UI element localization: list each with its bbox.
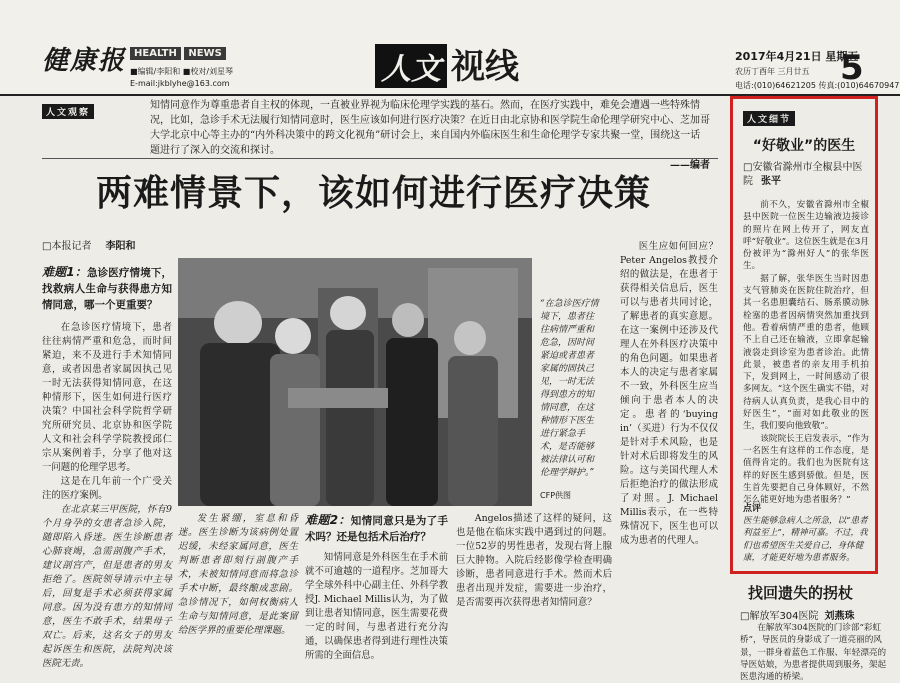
section-logo-part1: 人文 [375, 44, 447, 88]
masthead [0, 0, 900, 96]
paragraph: 这是在几年前一个广受关注的医疗案例。 [42, 476, 172, 501]
date-block [735, 48, 899, 91]
byline [42, 237, 135, 252]
photo-credit: CFP供图 [540, 491, 572, 500]
byline-label: □本报记者 [42, 241, 92, 252]
editors-line: ■编辑/李阳和 ■校对/刘星琴 [130, 67, 234, 76]
comment-text: 医生能够急病人之所急，以“患者利益至上”，精神可嘉。不过，我们也希望医生关爱自己，身体健康，才能更好地为患者服务。 [743, 516, 868, 563]
paragraph: 据了解，张华医生当时因患支气管肺炎在医院住院治疗，但其一名患胆囊结石、肠系膜动脉栓塞的患者因病情突然加重找到他。看着病情严重的患者，他顾不上自己还在输液，立即拿起输液袋走到诊室为患者诊治。此情此景，被患者的亲友用手机拍下，发到网上，一时间感动了很多网友。“这个医生确实不错，对待病人认真负责，是我心目中的好医生”，“面对如此敬业的医生，我们要向他致敬”。 [743, 273, 869, 432]
intro-tag-wrap [42, 100, 94, 119]
issue-date: 2017年4月21日 星期五 [735, 50, 859, 63]
photo-caption: “在急诊医疗情境下，患者往往病情严重和危急，因时间紧迫或者患者家属的固执己见，一时无法得到患方的知情同意，在这种情形下医生进行紧急手术，是否能够被法律认可和伦理学辩护。” [540, 299, 599, 478]
contact-line: 电话:(010)64621205 传真:(010)64670947 [735, 81, 900, 90]
paragraph: 在解放军304医院的门诊部“彩虹桥”，导医员的身影成了一道亮丽的风景，一群身着蓝色工作服、年轻漂亮的导医姑娘，为患者提供周到服务，架起医患沟通的桥梁。 [740, 623, 887, 683]
lost-article-body [740, 622, 888, 683]
article-headline: 两难情景下，该如何进行医疗决策 [96, 173, 652, 214]
lost-article-author [740, 607, 855, 622]
lost-article-author-name: 刘燕珠 [824, 611, 855, 622]
intro-paragraph [150, 98, 710, 173]
article-column-5 [620, 240, 718, 678]
section-logo-part2: 视线 [451, 47, 519, 87]
question-2-label: 难题2： [305, 513, 351, 527]
question-1-label: 难题1： [42, 265, 87, 279]
article-column-4 [456, 512, 612, 678]
health-label: HEALTH [130, 47, 181, 60]
lost-article-title: 找回遗失的拐杖 [748, 584, 854, 602]
paragraph: 在急诊医疗情境下，患者往往病情严重和危急，而时间紧迫，来不及进行手术知情同意，或者因患者家属因执己见一时无法获得知情同意，在这种情形下，医生如何进行医疗决策？中国社会科学院哲学研究所研究员、北京协和医学院人文和社会科学学院教授邱仁宗从案例着手，分享了他对这一问题的伦理学思考。 [42, 322, 172, 473]
sidebar-section-tag: 人文细节 [743, 111, 795, 126]
email-line: E-mail:jkblyhe@163.com [130, 79, 230, 88]
intro-editor-note: ——编者 [670, 160, 710, 171]
paragraph: Angelos描述了这样的疑问，这也是他在临床实践中遇到过的问题。一位52岁的男性患者，发现右肾上腺巨大肿物。入院后经影像学检查明确诊断，患者同意进行手术。然而术后患者出现并发症，需要进一步治疗，是否需要再次获得患者知情同意？ [456, 513, 612, 608]
article-column-3 [305, 512, 448, 678]
sidebar-author-name: 张平 [761, 176, 781, 187]
intro-section-tag: 人文观察 [42, 104, 94, 119]
question-2-heading [305, 512, 448, 545]
lost-article-author-org: □解放军304医院 [740, 611, 819, 622]
sidebar-author [743, 161, 867, 189]
sidebar-article [730, 96, 878, 574]
lunar-date: 农历丁酉年 三月廿五 [735, 67, 810, 76]
photo-illustration [178, 258, 532, 506]
page-number: 5 [840, 48, 864, 88]
byline-name: 李阳和 [105, 241, 136, 252]
paragraph: 知情同意是外科医生在手术前就不可逾越的一道程序。芝加哥大学全球外科中心副主任、外科学教授J. Michael Millis认为，为了做到让患者知情同意，医生需要花费一定的时间，与患者进行充分沟通，以确保患者得到进行理性决策所需的全面信息。 [305, 552, 448, 661]
paragraph: 医生应如何回应？Peter Angelos教授介绍的做法是，在患者于获得相关信息后，医生可以与患者共同讨论，了解患者的真实意愿。在这一案例中还涉及代理人在外科医疗决策中的角色问题。如果患者本人的决定与患者家属不一致，外科医生应当倾向于患者本人的决定。患者的‘buying in’（买进）行为不仅仅是针对手术风险，也是针对术后即将发生的风险。这与美国代理人术后拒绝治疗的做法形成了对照。J. Michael Millis表示，在一些特殊情况下，医生也可以成为患者的代理人。 [620, 241, 718, 546]
question-2-text: 知情同意只是为了手术吗？还是包括术后治疗？ [305, 515, 448, 543]
paragraph: 发生紧绷，室息和昏迷。医生诊断为该病例处置迟缓，未经家属同意，医生判断患者即刻行剖腹产手术，未被知情同意而将急诊手术中断，最终酿成悲剧。急诊情况下，如何权衡病人生命与知情同意，是此案留给医学界的重要伦理课题。 [178, 513, 298, 636]
intro-text: 知情同意作为尊重患者自主权的体现，一直被业界视为临床伦理学实践的基石。然而，在医疗实践中，难免会遭遇一些特殊情况，比如，急诊手术无法履行知情同意时，医生应该如何进行医疗决策？在近日由北京协和医学院生命伦理学研究中心、芝加哥大学北京中心等主办的“内外科决策中的跨文化视角”研讨会上，来自国内外临床医生和生命伦理学专家共聚一堂，围绕这一话题进行了深入的交流和探讨。 [150, 100, 710, 156]
question-1-text: 急诊医疗情境下，找救病人生命与获得患方知情同意，哪一个更重要？ [42, 267, 172, 311]
sidebar-tag-wrap [743, 107, 795, 126]
news-label: NEWS [184, 47, 225, 60]
paragraph: 该院院长王启发表示，“作为一名医生有这样的工作态度，是值得肯定的。我们也为医院有这样的好医生感到骄傲。但是，医生首先要把自己身体顾好，不然怎么能更好地为患者服务？” [743, 433, 869, 506]
comment-label: 点评 [743, 504, 762, 514]
sidebar-title: “好敬业”的医生 [752, 138, 856, 154]
article-column-2 [178, 512, 298, 678]
paragraph: 前不久，安徽省滁州市全椒县中医院一位医生边输液边接诊的照片在网上传开了，网友直呼“好敬业”。这位医生就是在3月份被评为“滁州好人”的张华医生。 [743, 200, 869, 272]
sidebar-author-org: □安徽省滁州市全椒县中医院 [743, 162, 863, 187]
paper-name: 健康报 [42, 46, 127, 76]
sidebar-body [743, 199, 869, 506]
divider [42, 158, 718, 159]
article-photo [178, 258, 532, 506]
question-1-heading [42, 264, 172, 313]
paragraph: 在北京某三甲医院，怀有9个月身孕的女患者急诊入院，随即陷入昏迷。医生诊断患者心肺衰竭，急需剖腹产手术，建议剖宫产，但是患者的男友拒绝了。医院领导请示中主导后，回复是手术必须获得家属同意。因为没有患方的知情同意，医生不敢手术，结果母子双亡。后来，这名女子的男友起诉医生和医院，法院判决该医院无责。 [42, 504, 172, 669]
article-column-1 [42, 258, 172, 678]
health-news-label [130, 47, 226, 60]
section-logo [375, 48, 519, 88]
